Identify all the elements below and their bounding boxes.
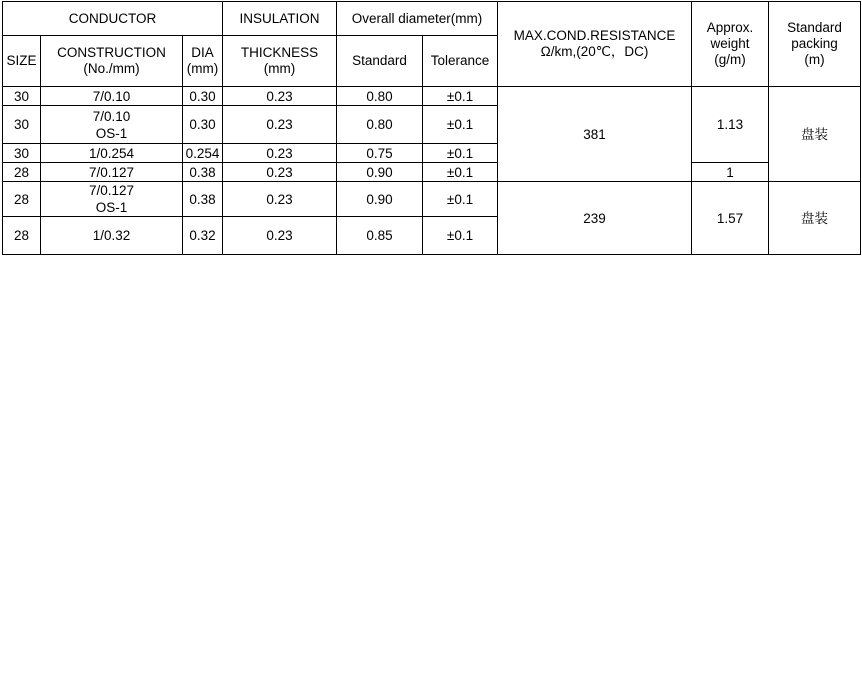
cell-construction: 1/0.32	[41, 217, 183, 255]
header-insulation: INSULATION	[223, 2, 337, 36]
cell-resistance: 381	[498, 87, 692, 182]
header-weight: Approx. weight (g/m)	[692, 2, 769, 87]
header-construction: CONSTRUCTION (No./mm)	[41, 36, 183, 87]
header-conductor: CONDUCTOR	[3, 2, 223, 36]
cell-tolerance: ±0.1	[423, 182, 498, 217]
cell-thickness: 0.23	[223, 87, 337, 106]
cell-construction: 7/0.10	[41, 87, 183, 106]
cell-size: 28	[3, 182, 41, 217]
cell-thickness: 0.23	[223, 217, 337, 255]
cell-size: 28	[3, 217, 41, 255]
cell-construction: 7/0.10 OS-1	[41, 106, 183, 144]
header-packing: Standard packing (m)	[769, 2, 861, 87]
cell-thickness: 0.23	[223, 106, 337, 144]
cell-tolerance: ±0.1	[423, 87, 498, 106]
table-row	[3, 163, 861, 182]
cell-packing: 盘装	[769, 87, 861, 182]
cell-tolerance: ±0.1	[423, 163, 498, 182]
cell-construction: 1/0.254	[41, 144, 183, 163]
cell-construction: 7/0.127 OS-1	[41, 182, 183, 217]
header-standard: Standard	[337, 36, 423, 87]
cable-spec-table	[2, 1, 861, 255]
cell-size: 30	[3, 87, 41, 106]
cell-standard: 0.85	[337, 217, 423, 255]
cell-thickness: 0.23	[223, 163, 337, 182]
cell-weight: 1.13	[692, 87, 769, 163]
header-overall-diameter: Overall diameter(mm)	[337, 2, 498, 36]
cell-dia: 0.32	[183, 217, 223, 255]
cell-standard: 0.80	[337, 106, 423, 144]
cell-weight: 1	[692, 163, 769, 182]
header-size: SIZE	[3, 36, 41, 87]
header-dia: DIA (mm)	[183, 36, 223, 87]
header-tolerance: Tolerance	[423, 36, 498, 87]
cell-thickness: 0.23	[223, 144, 337, 163]
cell-standard: 0.75	[337, 144, 423, 163]
cell-resistance: 239	[498, 182, 692, 255]
header-thickness: THICKNESS (mm)	[223, 36, 337, 87]
cell-size: 30	[3, 106, 41, 144]
cell-tolerance: ±0.1	[423, 217, 498, 255]
cell-size: 28	[3, 163, 41, 182]
cell-dia: 0.38	[183, 163, 223, 182]
cell-packing: 盘装	[769, 182, 861, 255]
cell-thickness: 0.23	[223, 182, 337, 217]
header-resistance: MAX.COND.RESISTANCE Ω/km,(20℃，DC)	[498, 2, 692, 87]
cell-dia: 0.38	[183, 182, 223, 217]
cell-dia: 0.30	[183, 87, 223, 106]
cell-tolerance: ±0.1	[423, 106, 498, 144]
cell-size: 30	[3, 144, 41, 163]
cell-standard: 0.90	[337, 163, 423, 182]
cell-tolerance: ±0.1	[423, 144, 498, 163]
table-row	[3, 87, 861, 106]
cell-dia: 0.30	[183, 106, 223, 144]
cell-standard: 0.90	[337, 182, 423, 217]
cell-dia: 0.254	[183, 144, 223, 163]
cell-construction: 7/0.127	[41, 163, 183, 182]
cell-standard: 0.80	[337, 87, 423, 106]
table-row	[3, 182, 861, 217]
cell-weight: 1.57	[692, 182, 769, 255]
